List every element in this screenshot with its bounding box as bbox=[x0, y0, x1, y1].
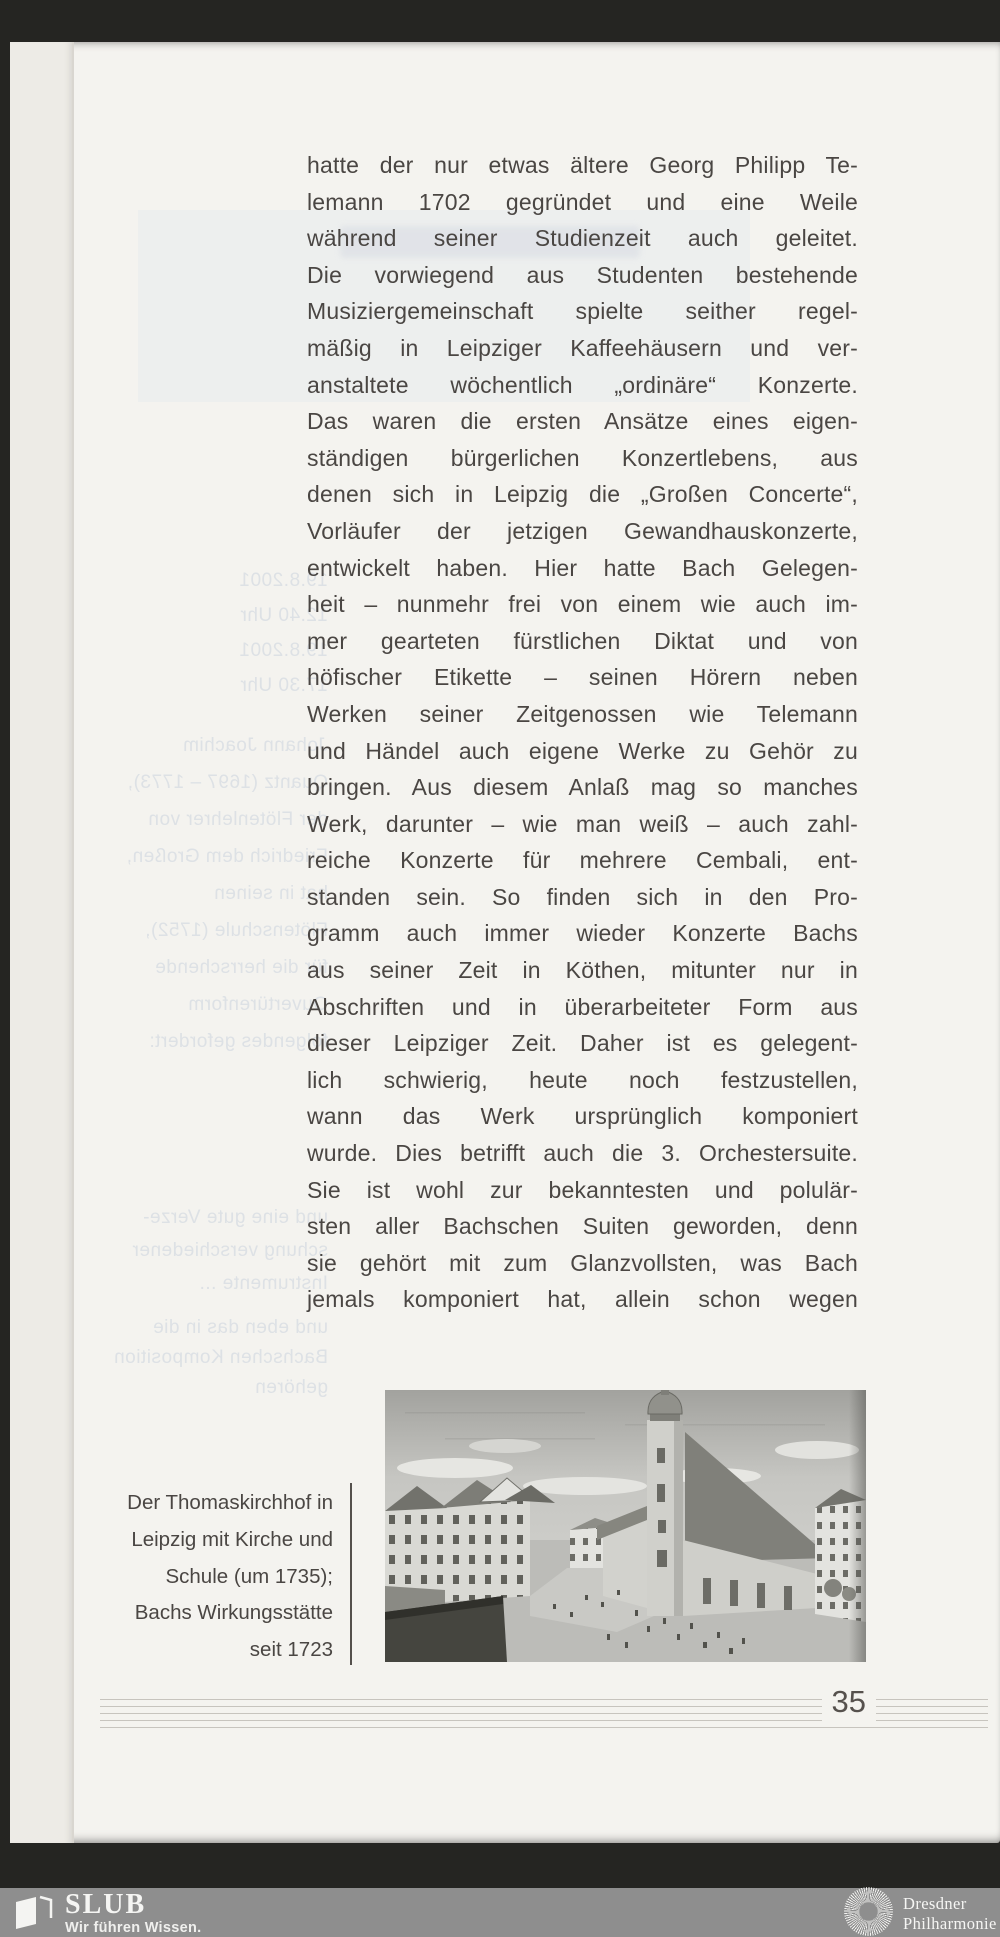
philharmonie-line1: Dresdner bbox=[903, 1894, 967, 1913]
page-number: 35 bbox=[822, 1682, 876, 1722]
bleedthrough-line: Bachschen Komposition bbox=[113, 1347, 328, 1368]
bleedthrough-line: Johann Joachim bbox=[182, 735, 328, 756]
image-caption bbox=[95, 1485, 333, 1669]
article-line: dieser Leipziger Zeit. Daher ist es gelegent- bbox=[307, 1030, 858, 1057]
bleedthrough-line: 19.8.2001 bbox=[238, 570, 328, 591]
bleedthrough-line: 19.8.2001 bbox=[238, 640, 328, 661]
slub-tagline: Wir führen Wissen. bbox=[65, 1920, 202, 1936]
bleedthrough-line: Friedrich dem Großen, bbox=[126, 846, 328, 867]
article-line: während seiner Studienzeit auch geleitet. bbox=[307, 225, 858, 252]
article-line: Vorläufer der jetzigen Gewandhauskonzerte, bbox=[307, 517, 858, 544]
article-text bbox=[307, 147, 858, 1318]
article-line: mäßig in Leipziger Kaffeehäusern und ver- bbox=[307, 334, 858, 361]
engraving-graphic bbox=[385, 1390, 866, 1662]
caption-line: Der Thomaskirchhof in bbox=[127, 1491, 333, 1514]
bleedthrough-line: 12.40 Uhr bbox=[240, 605, 328, 626]
article-line: lemann 1702 gegründet und eine Weile bbox=[307, 188, 858, 215]
caption-divider bbox=[350, 1483, 352, 1665]
article-line: hatte der nur etwas ältere Georg Philipp Te- bbox=[307, 152, 858, 178]
article-line: höfischer Etikette – seinen Hörern neben bbox=[307, 664, 858, 691]
philharmonie-line2: Philharmonie bbox=[903, 1913, 997, 1933]
slub-logo bbox=[13, 1891, 201, 1936]
bleedthrough-line: und eine gute Verze- bbox=[142, 1207, 328, 1228]
bleedthrough-line: für die herrschende bbox=[154, 957, 328, 978]
bleedthrough-line: gehören bbox=[254, 1377, 328, 1398]
footer-bar bbox=[0, 1888, 1000, 1937]
slub-text bbox=[65, 1891, 201, 1936]
article-line: wurde. Dies betrifft auch die 3. Orchestersuite. bbox=[307, 1140, 858, 1167]
article-line: standen sein. So finden sich in den Pro- bbox=[307, 883, 858, 910]
article-line: mer gearteten fürstlichen Diktat und von bbox=[307, 627, 858, 654]
staff-lines bbox=[100, 1684, 988, 1729]
article-line: denen sich in Leipzig die „Großen Concerte“, bbox=[307, 481, 858, 508]
slub-wordmark: SLUB bbox=[65, 1889, 147, 1920]
article-line: Abschriften und in überarbeiteter Form aus bbox=[307, 993, 858, 1020]
article-line: Sie ist wohl zur bekanntesten und polulär- bbox=[307, 1176, 858, 1203]
caption-line: Schule (um 1735); bbox=[165, 1564, 333, 1588]
article-line: entwickelt haben. Hier hatte Bach Gelegen- bbox=[307, 554, 858, 581]
article-line: wann das Werk ursprünglich komponiert bbox=[307, 1103, 858, 1130]
article-line: lich schwierig, heute noch festzustellen, bbox=[307, 1066, 858, 1093]
bleedthrough-line: Instrumente ... bbox=[199, 1273, 328, 1294]
article-line: und Händel auch eigene Werke zu Gehör zu bbox=[307, 737, 858, 764]
bleedthrough-line: hat in seinen bbox=[213, 883, 328, 904]
article-line: aus seiner Zeit in Köthen, mitunter nur in bbox=[307, 957, 858, 984]
slub-book-icon bbox=[13, 1894, 53, 1930]
article-line: Werk, darunter – wie man weiß – auch zahl- bbox=[307, 810, 858, 837]
bleedthrough-line: 17.30 Uhr bbox=[240, 675, 328, 696]
article-line: reiche Konzerte für mehrere Cembali, ent- bbox=[307, 847, 858, 874]
article-line: bringen. Aus diesem Anlaß mag so manches bbox=[307, 774, 858, 801]
bleedthrough-line: der Flötenlehrer von bbox=[147, 809, 328, 830]
article-line: ständigen bürgerlichen Konzertlebens, aus bbox=[307, 444, 858, 471]
dresdner-philharmonie-logo bbox=[903, 1894, 997, 1933]
bleedthrough-line: Quantz (1697 – 1773), bbox=[127, 772, 328, 793]
bleedthrough-line: Ouvertürenform bbox=[187, 994, 328, 1015]
article-line: jemals komponiert hat, allein schon wegen bbox=[307, 1286, 858, 1313]
article-line: Musiziergemeinschaft spielte seither regel- bbox=[307, 298, 858, 325]
article-line: sie gehört mit zum Glanzvollsten, was Bach bbox=[307, 1249, 858, 1276]
page-edge bbox=[10, 42, 74, 1843]
caption-line: seit 1723 bbox=[249, 1638, 333, 1662]
article-line: sten aller Bachschen Suiten geworden, denn bbox=[307, 1213, 858, 1240]
bleedthrough-line: folgendes gefordert: bbox=[148, 1031, 328, 1052]
article-line: Werken seiner Zeitgenossen wie Telemann bbox=[307, 700, 858, 727]
article-line: Die vorwiegend aus Studenten bestehende bbox=[307, 261, 858, 288]
caption-line: Leipzig mit Kirche und bbox=[131, 1527, 333, 1551]
caption-line: Bachs Wirkungsstätte bbox=[134, 1601, 333, 1625]
article-line: gramm auch immer wieder Konzerte Bachs bbox=[307, 920, 858, 947]
staff-line bbox=[100, 1727, 988, 1728]
thomaskirchhof-engraving-image bbox=[385, 1390, 866, 1662]
bleedthrough-line: schung verschiedener bbox=[132, 1240, 328, 1261]
article-line: anstaltete wöchentlich „ordinäre“ Konzerte. bbox=[307, 371, 858, 398]
article-line: heit – nunmehr frei von einem wie auch im- bbox=[307, 591, 858, 618]
bleedthrough-line: Flötenschule (1752), bbox=[144, 920, 328, 941]
bleedthrough-line: und eben das in die bbox=[152, 1317, 328, 1338]
starburst-icon bbox=[843, 1886, 894, 1937]
article-line: Das waren die ersten Ansätze eines eigen- bbox=[307, 408, 858, 435]
